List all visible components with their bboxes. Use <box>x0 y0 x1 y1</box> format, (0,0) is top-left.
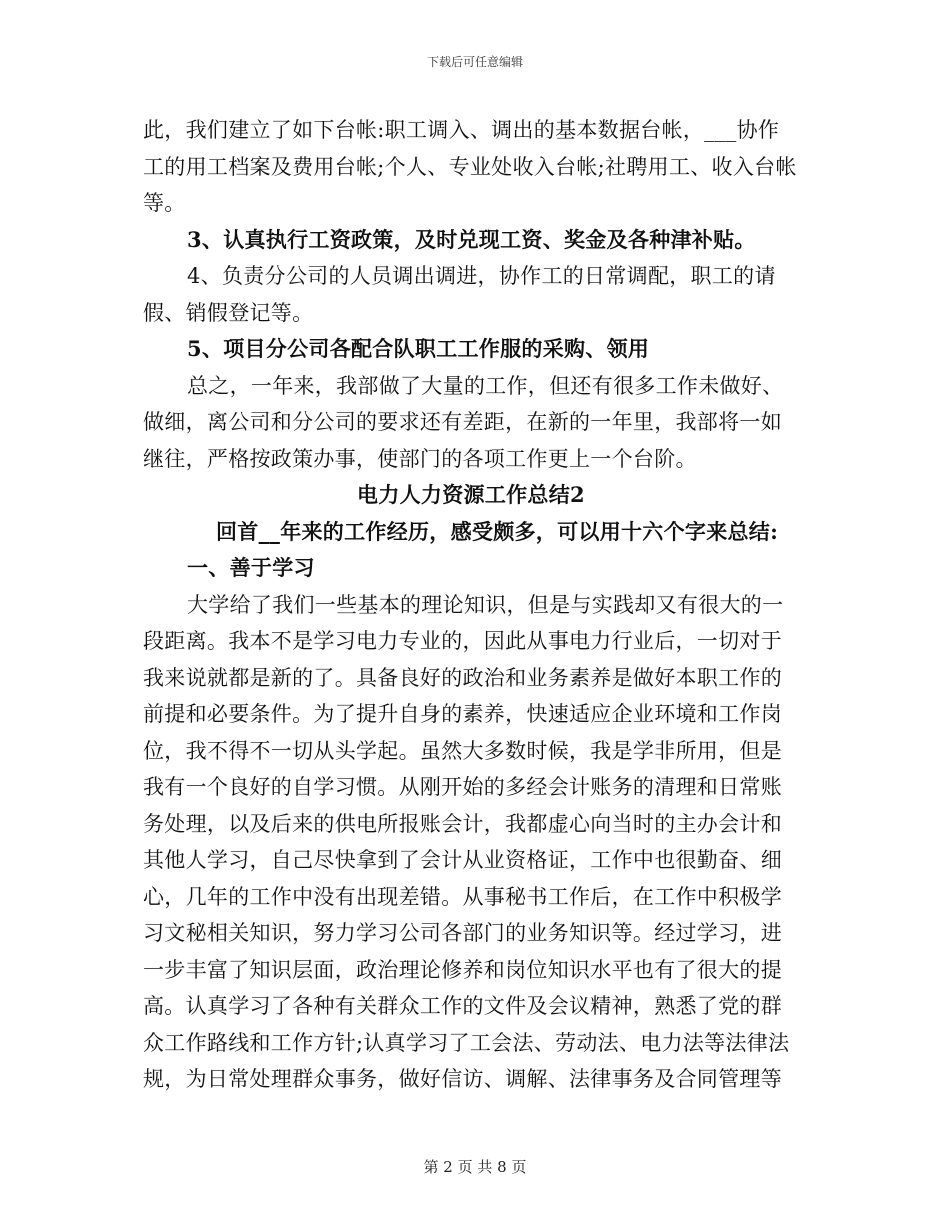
item-4-personnel-transfer: 4、负责分公司的人员调出调进，协作工的日常调配，职工的请假、销假登记等。 <box>143 264 776 325</box>
section-title: 电力人力资源工作总结2 <box>357 482 585 507</box>
document-body <box>143 112 799 1098</box>
item-5-workwear-procurement: 5、项目分公司各配合队职工工作服的采购、领用 <box>187 336 650 361</box>
section-intro: 回首__年来的工作经历，感受颇多，可以用十六个字来总结: <box>216 518 779 544</box>
paragraph-ledgers: 此，我们建立了如下台帐:职工调入、调出的基本数据台帐，___协作工的用工档案及费用台帐;个人、专业处收入台帐;社聘用工、收入台帐等。 <box>143 118 797 215</box>
heading-good-at-learning: 一、善于学习 <box>187 555 315 580</box>
page-header: 下载后可任意编辑 <box>426 55 523 69</box>
item-3-wage-policy: 3、认真执行工资政策，及时兑现工资、奖金及各种津补贴。 <box>187 226 756 252</box>
page-number: 第 2 页 共 8 页 <box>423 1158 527 1176</box>
paragraph-learning: 大学给了我们一些基本的理论知识，但是与实践却又有很大的一段距离。我本不是学习电力专业的，因此从事电力行业后，一切对于我来说就都是新的了。具备良好的政治和业务素养是做好本职工作的前提和必要条件。为了提升自身的素养，快速适应企业环境和工作岗位，我不得不一切从头学起。虽然大多数时候，我是学非所用，但是我有一个良好的自学习惯。从刚开始的多经会计账务的清理和日常账务处理，以及后来的供电所报账会计，我都虚心向当时的主办会计和其他人学习，自己尽快拿到了会计从业资格证，工作中也很勤奋、细心，几年的工作中没有出现差错。从事秘书工作后，在工作中积极学习文秘相关知识，努力学习公司各部门的业务知识等。经过学习，进一步丰富了知识层面，政治理论修养和岗位知识水平也有了很大的提高。认真学习了各种有关群众工作的文件及会议精神，熟悉了党的群众工作路线和工作方针;认真学习了工会法、劳动法、电力法等法律法规，为日常处理群众事务，做好信访、调解、法律事务及合同管理等 <box>143 592 790 1091</box>
paragraph-summary: 总之，一年来，我部做了大量的工作，但还有很多工作未做好、做细，离公司和分公司的要求还有差距，在新的一年里，我部将一如继往，严格按政策办事，使部门的各项工作更上一个台阶。 <box>143 373 784 471</box>
